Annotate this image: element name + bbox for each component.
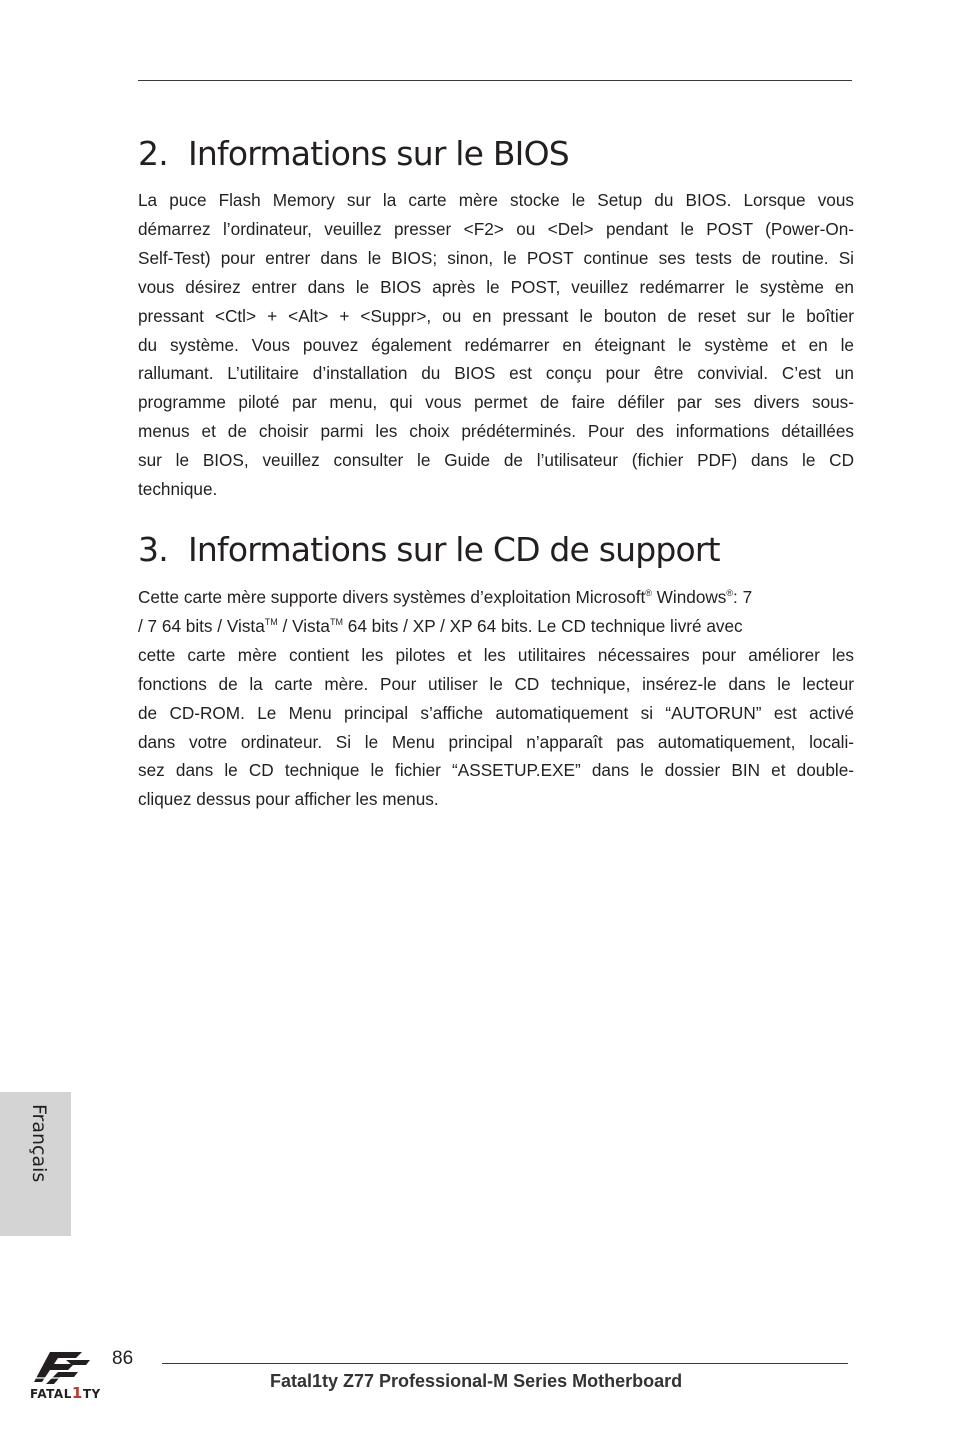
bios-line: Self-Test) pour entrer dans le BIOS; sinon, le POST continue ses tests de routine. Si bbox=[138, 247, 854, 268]
cd-line: cette carte mère contient les pilotes et les utilitaires nécessaires pour améliorer les bbox=[138, 644, 854, 665]
fatal1ty-wordmark bbox=[30, 1384, 101, 1402]
bios-line: vous désirez entrer dans le BIOS après le POST, veuillez redémarrer le système en bbox=[138, 276, 854, 297]
section-heading-cd bbox=[138, 530, 720, 569]
trademark-mark: TM bbox=[264, 616, 278, 627]
text-run: Windows bbox=[651, 587, 727, 607]
wordmark-one: 1 bbox=[71, 1384, 83, 1402]
text-run: Cette carte mère supporte divers systèmes d’exploitation Microsoft bbox=[138, 587, 646, 607]
trademark-mark: TM bbox=[329, 616, 343, 627]
bios-line: pressant <Ctl> + <Alt> + <Suppr>, ou en pressant le bouton de reset sur le boîtier bbox=[138, 305, 854, 326]
text-run: : 7 bbox=[733, 587, 753, 607]
cd-line: dans votre ordinateur. Si le Menu principal n’apparaît pas automatiquement, locali- bbox=[138, 731, 854, 752]
section-number: 2. bbox=[138, 134, 168, 173]
cd-line: sez dans le CD technique le fichier “ASSETUP.EXE” dans le dossier BIN et double- bbox=[138, 760, 854, 781]
bios-line: La puce Flash Memory sur la carte mère stocke le Setup du BIOS. Lorsque vous bbox=[138, 190, 854, 210]
bios-paragraph bbox=[138, 186, 854, 504]
bios-line: rallumant. L’utilitaire d’installation du BIOS est conçu pour être convivial. C’est un bbox=[138, 363, 854, 384]
bios-line: démarrez l’ordinateur, veuillez presser <F2> ou <Del> pendant le POST (Power-On- bbox=[138, 218, 854, 239]
bios-line: programme piloté par menu, qui vous permet de faire défiler par ses divers sous- bbox=[138, 392, 854, 413]
wordmark-part: TY bbox=[82, 1387, 101, 1401]
cd-line: fonctions de la carte mère. Pour utiliser le CD technique, insérez-le dans le lecteur bbox=[138, 673, 854, 694]
footer-rule bbox=[162, 1363, 848, 1364]
registered-mark: ® bbox=[726, 588, 734, 598]
section-heading-bios bbox=[138, 134, 569, 173]
text-run: / Vista bbox=[277, 615, 330, 636]
language-tab-label: Français bbox=[28, 1104, 50, 1183]
cd-paragraph bbox=[138, 583, 854, 814]
text-run: / 7 64 bits / Vista bbox=[138, 615, 265, 636]
bios-line: menus et de choisir parmi les choix prédéterminés. Pour des informations détaillées bbox=[138, 421, 854, 442]
section-title: Informations sur le CD de support bbox=[188, 530, 720, 569]
text-run: 64 bits / XP / XP 64 bits. Le CD technique livré avec bbox=[342, 615, 743, 636]
header-rule bbox=[138, 80, 852, 81]
cd-line: cliquez dessus pour afficher les menus. bbox=[138, 789, 439, 810]
bios-line: du système. Vous pouvez également redémarrer en éteignant le système et en le bbox=[138, 334, 854, 355]
registered-mark: ® bbox=[645, 588, 652, 598]
cd-line bbox=[138, 612, 854, 641]
wordmark-part: FATAL bbox=[30, 1387, 72, 1401]
bios-line: sur le BIOS, veuillez consulter le Guide de l’utilisateur (fichier PDF) dans le CD bbox=[138, 450, 854, 471]
cd-line: de CD-ROM. Le Menu principal s’affiche automatiquement si “AUTORUN” est activé bbox=[138, 702, 854, 723]
bios-line: technique. bbox=[138, 479, 218, 500]
cd-line bbox=[138, 583, 854, 612]
page-number: 86 bbox=[112, 1348, 134, 1369]
section-title: Informations sur le BIOS bbox=[188, 134, 569, 173]
footer-title: Fatal1ty Z77 Professional-M Series Motherboard bbox=[270, 1371, 683, 1391]
section-number: 3. bbox=[138, 530, 168, 569]
